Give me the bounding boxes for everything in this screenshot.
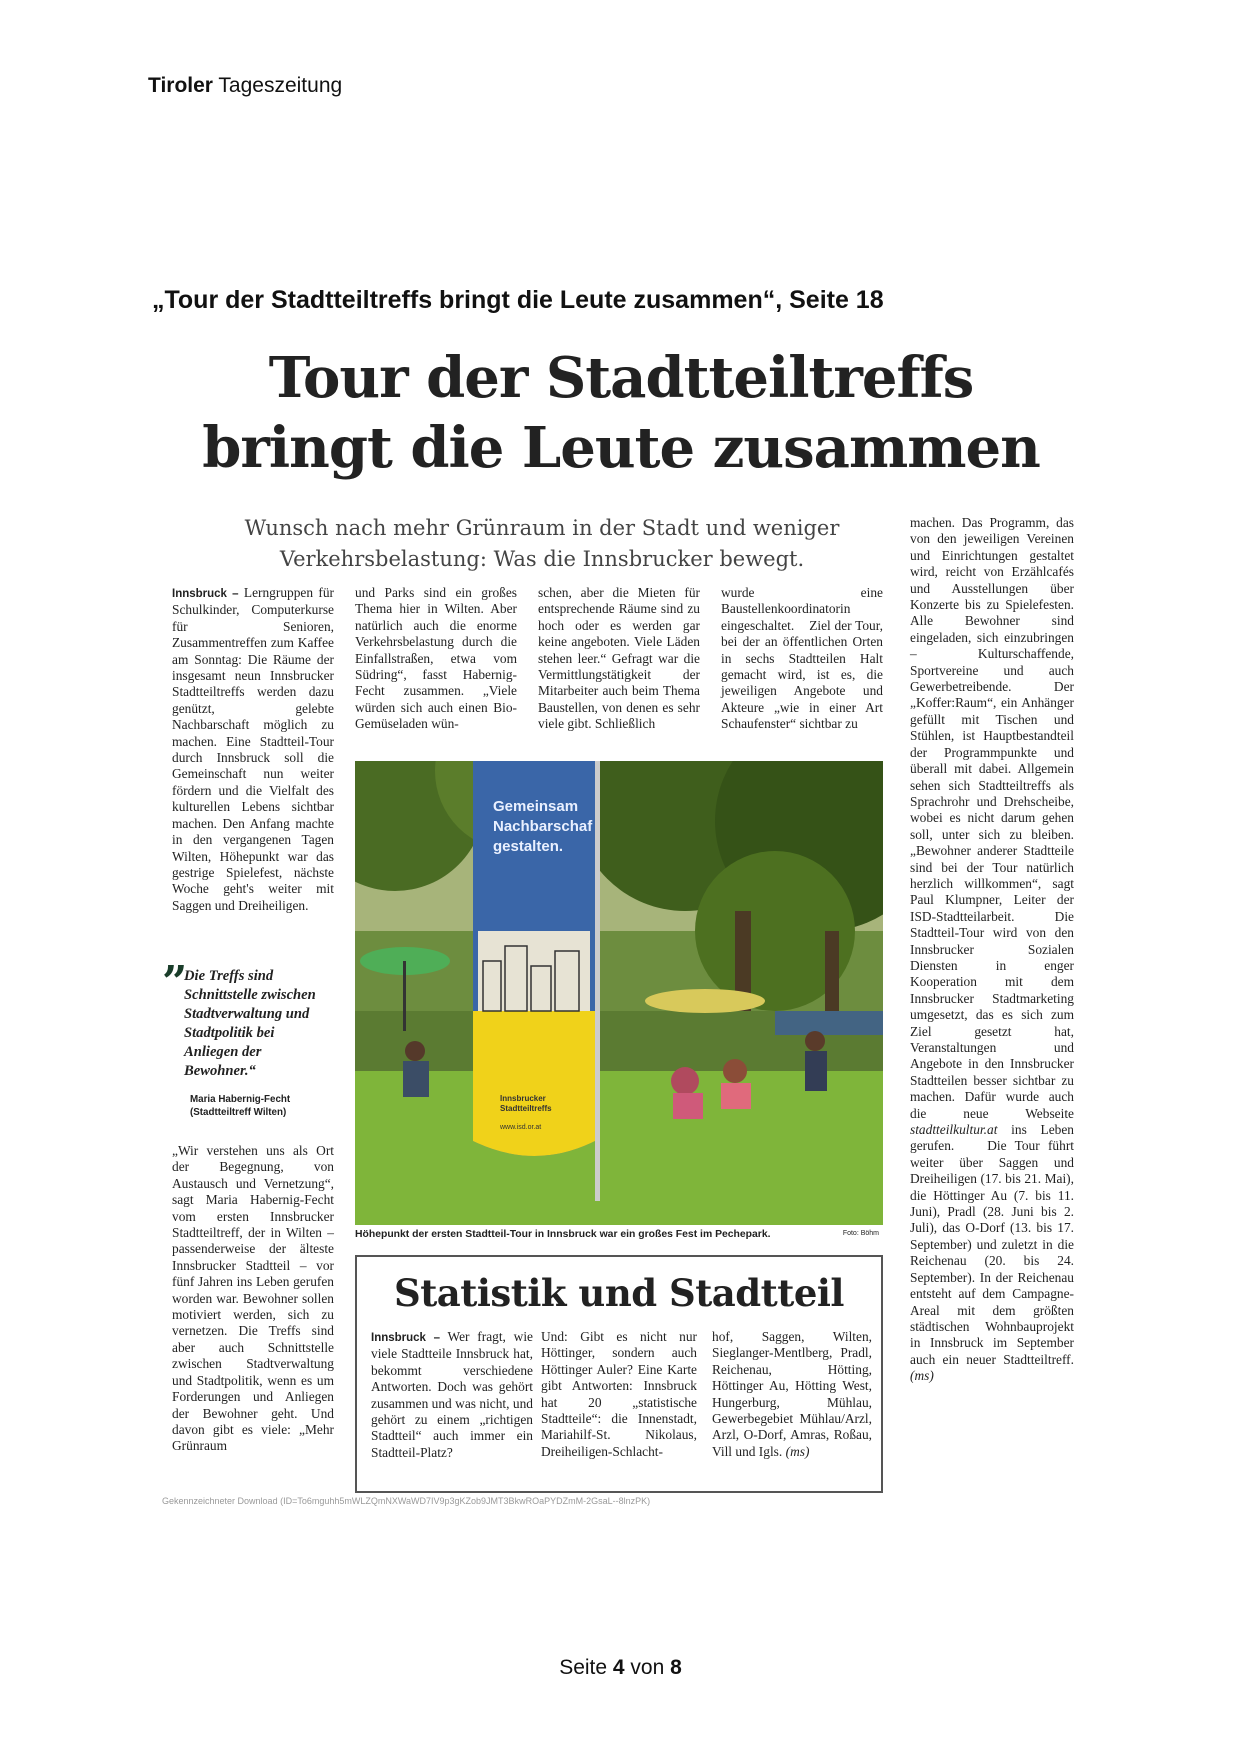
info-box-column-3-text: hof, Saggen, Wilten, Sieglanger-Mentlberg, Pradl, Reichenau, Hötting, Höttinger Au, Hötting West, Hungerburg, Mühlau, Gewerbegebiet Mühlau/Arzl, Arzl, O-Dorf, Amras, Roßau, Vill und Igls.	[712, 1329, 872, 1459]
photo-credit: Foto: Böhm	[842, 1230, 879, 1237]
article-column-1-bottom: „Wir verstehen uns als Ort der Begegnung, von Austausch und Vernetzung“, sagt Maria Habernig-Fecht vom ersten Innsbrucker Stadtteiltreff, der in Wilten – passenderweise der älteste Innsbrucker Stadtteil – vor fünf Jahren ins Leben gerufen worden war. Bewohner sollen motiviert werden, sich zu vernetzen. Die Treffs sind aber auch Schnittstelle zwischen Stadtverwaltung und Stadtpolitik, wenn es um Forderungen und Anliegen der Bewohner geht. Und davon gibt es viele: „Mehr Grünraum	[172, 1143, 334, 1454]
article-column-3: schen, aber die Mieten für entsprechende Räume sind zu hoch oder es werden gar keine angeboten. Viele Läden stehen leer.“ Gefragt war die Vermittlungstätigkeit der Mitarbeiter auch beim Thema Baustellen, von denen es sehr viele gibt. Schließlich	[538, 585, 700, 732]
banner-text-3: gestalten.	[493, 838, 564, 855]
page-number	[0, 1656, 1241, 1680]
newspaper-clipping	[162, 345, 1080, 1510]
download-note: Gekennzeichneter Download (ID=To6mguhh5mWLZQmNXWaWD7IV9p3gKZob9JMT3BkwROaPYDZmM-2GsaL--8lnzPK)	[162, 1496, 651, 1506]
photo-illustration	[355, 761, 883, 1225]
page-number-current: 4	[612, 1656, 625, 1679]
website-name: stadtteilkultur.at	[910, 1122, 998, 1138]
column-1-top-text: Lerngruppen für Schulkinder, Computerkurse für Senioren, Zusammentreffen zum Kaffee am Sonntag: Die Räume der insgesamt neun Innsbrucker Stadtteiltreffs werden dazu genützt, gelebte Nachbarschaft möglich zu machen. Eine Stadtteil-Tour durch Innsbruck soll die Gemeinschaft nun weiter fördern und die Vielfalt des kulturellen Lebens sichtbar machen. Den Anfang machte in den vergangenen Tagen Wilten, Höhepunkt war das gestrige Spielefest, nächste Woche geht's weiter mit Saggen und Dreiheiligen.	[172, 585, 334, 913]
info-box-dateline: Innsbruck –	[371, 1332, 440, 1344]
newspaper-name	[148, 74, 342, 98]
article-column-5	[910, 515, 1074, 1385]
banner-small-2: Stadtteiltreffs	[500, 1104, 552, 1113]
article-column-4: wurde eine Baustellenkoordinatorin eingeschaltet. Ziel der Tour, bei der an öffentlichen Orten in sechs Stadtteilen Halt gemacht wird, ist es, die jeweiligen Angebote und Akteure „wie in einer Art Schaufenster“ sichtbar zu	[721, 585, 883, 732]
headline-line-2: bringt die Leute zusammen	[202, 415, 1040, 481]
photo-caption-text: Höhepunkt der ersten Stadtteil-Tour in Innsbruck war ein großes Fest im Pechepark.	[355, 1229, 771, 1240]
info-box-column-2: Und: Gibt es nicht nur Höttinger, sondern auch Höttinger Auler? Eine Karte gibt Antworten: Innsbruck hat 20 „statistische Stadtteile“: die Innenstadt, Mariahilf-St. Nikolaus, Dreiheiligen-Schlacht-	[541, 1329, 697, 1459]
dateline: Innsbruck –	[172, 588, 239, 600]
banner-text-2: Nachbarschaf	[493, 818, 593, 835]
pull-quote: Die Treffs sind Schnittstelle zwischen Stadtverwaltung und Stadtpolitik bei Anliegen der Bewohner.“	[184, 968, 316, 1079]
newspaper-name-bold: Tiroler	[148, 74, 213, 97]
banner-url: www.isd.or.at	[500, 1124, 542, 1131]
subheadline-line-1: Wunsch nach mehr Grünraum in der Stadt und weniger	[244, 516, 840, 540]
article-column-2: und Parks sind ein großes Thema hier in Wilten. Aber natürlich auch die enorme Verkehrsbelastung durch die Einfallstraßen, etwa vom Südring“, fasst Habernig-Fecht zusammen. „Viele würden sich auch einen Bio-Gemüseladen wün-	[355, 585, 517, 732]
quote-author-name: Maria Habernig-Fecht	[190, 1094, 291, 1105]
column-5-text-b: ins Leben gerufen. Die Tour führt weiter über Saggen und Dreiheiligen (17. bis 21. Mai), die Höttinger Au (7. bis 11. Juni), Pradl (28. Juni bis 2. Juli), das O-Dorf (13. bis 17. September) und zuletzt in die Reichenau (20. bis 24. September). In der Reichenau entsteht auf dem Campagne-Areal mit dem größten städtischen Wohnbauprojekt in Innsbruck im September auch ein neuer Stadtteiltreff.	[910, 1122, 1074, 1367]
info-box-headline: Statistik und Stadtteil	[394, 1271, 844, 1315]
banner-small-1: Innsbrucker	[500, 1094, 546, 1103]
info-box-column-1	[371, 1329, 533, 1461]
subheadline-line-2: Verkehrsbelastung: Was die Innsbrucker bewegt.	[279, 547, 805, 571]
banner-text-1: Gemeinsam	[493, 798, 579, 815]
info-box-signature: (ms)	[785, 1443, 810, 1459]
page-number-total: 8	[670, 1656, 682, 1679]
author-signature: (ms)	[910, 1368, 934, 1384]
newspaper-name-rest: Tageszeitung	[212, 74, 343, 97]
headline-line-1: Tour der Stadtteiltreffs	[268, 345, 974, 411]
page-number-prefix: Seite	[559, 1656, 613, 1679]
article-photo	[355, 761, 883, 1225]
info-box-column-3	[712, 1329, 872, 1460]
article-reference: „Tour der Stadtteiltreffs bringt die Leute zusammen“, Seite 18	[152, 286, 884, 314]
quote-author	[190, 1093, 290, 1119]
page-number-mid: von	[624, 1656, 671, 1679]
column-5-text-a: machen. Das Programm, das von den jeweiligen Vereinen und Einrichtungen gestaltet wird, reicht von Erzählcafés und Ausstellungen über Konzerte bis zu Spielefesten. Alle Bewohner sind eingeladen, sich einzubringen – Kulturschaffende, Sportvereine und auch Gewerbetreibende. Der „Koffer:Raum“, ein Anhänger gefüllt mit Tischen und Stühlen, ist Hauptbestandteil der Programmpunkte und überall mit dabei. Allgemein sehen sich Stadtteiltreffs als Sprachrohr und Drehscheibe, wobei es nicht darum gehen soll, unter sich zu bleiben. „Bewohner anderer Stadtteile sind bei der Tour natürlich herzlich willkommen“, sagt Paul Klumpner, Leiter der ISD-Stadtteilarbeit. Die Stadtteil-Tour wird von den Innsbrucker Sozialen Diensten in enger Kooperation mit dem Innsbrucker Stadtmarketing umgesetzt, das es sich zum Ziel gesetzt hat, Veranstaltungen und Angebote in den Innsbrucker Stadtteilen besser sichtbar zu machen. Dafür wurde auch die neue Webseite	[910, 515, 1074, 1121]
quote-mark-icon: ”	[162, 957, 188, 1008]
info-box-column-1-text: Wer fragt, wie viele Stadtteile Innsbruck hat, bekommt verschiedene Antworten. Doch was gehört zusammen und was nicht, und gehört zu einem „richtigen Stadtteil“ auch immer ein Stadtteil-Platz?	[371, 1329, 534, 1460]
article-column-1-top	[172, 585, 334, 914]
quote-author-role: (Stadtteiltreff Wilten)	[190, 1107, 287, 1118]
photo-caption	[355, 1229, 883, 1240]
info-box	[355, 1255, 883, 1493]
